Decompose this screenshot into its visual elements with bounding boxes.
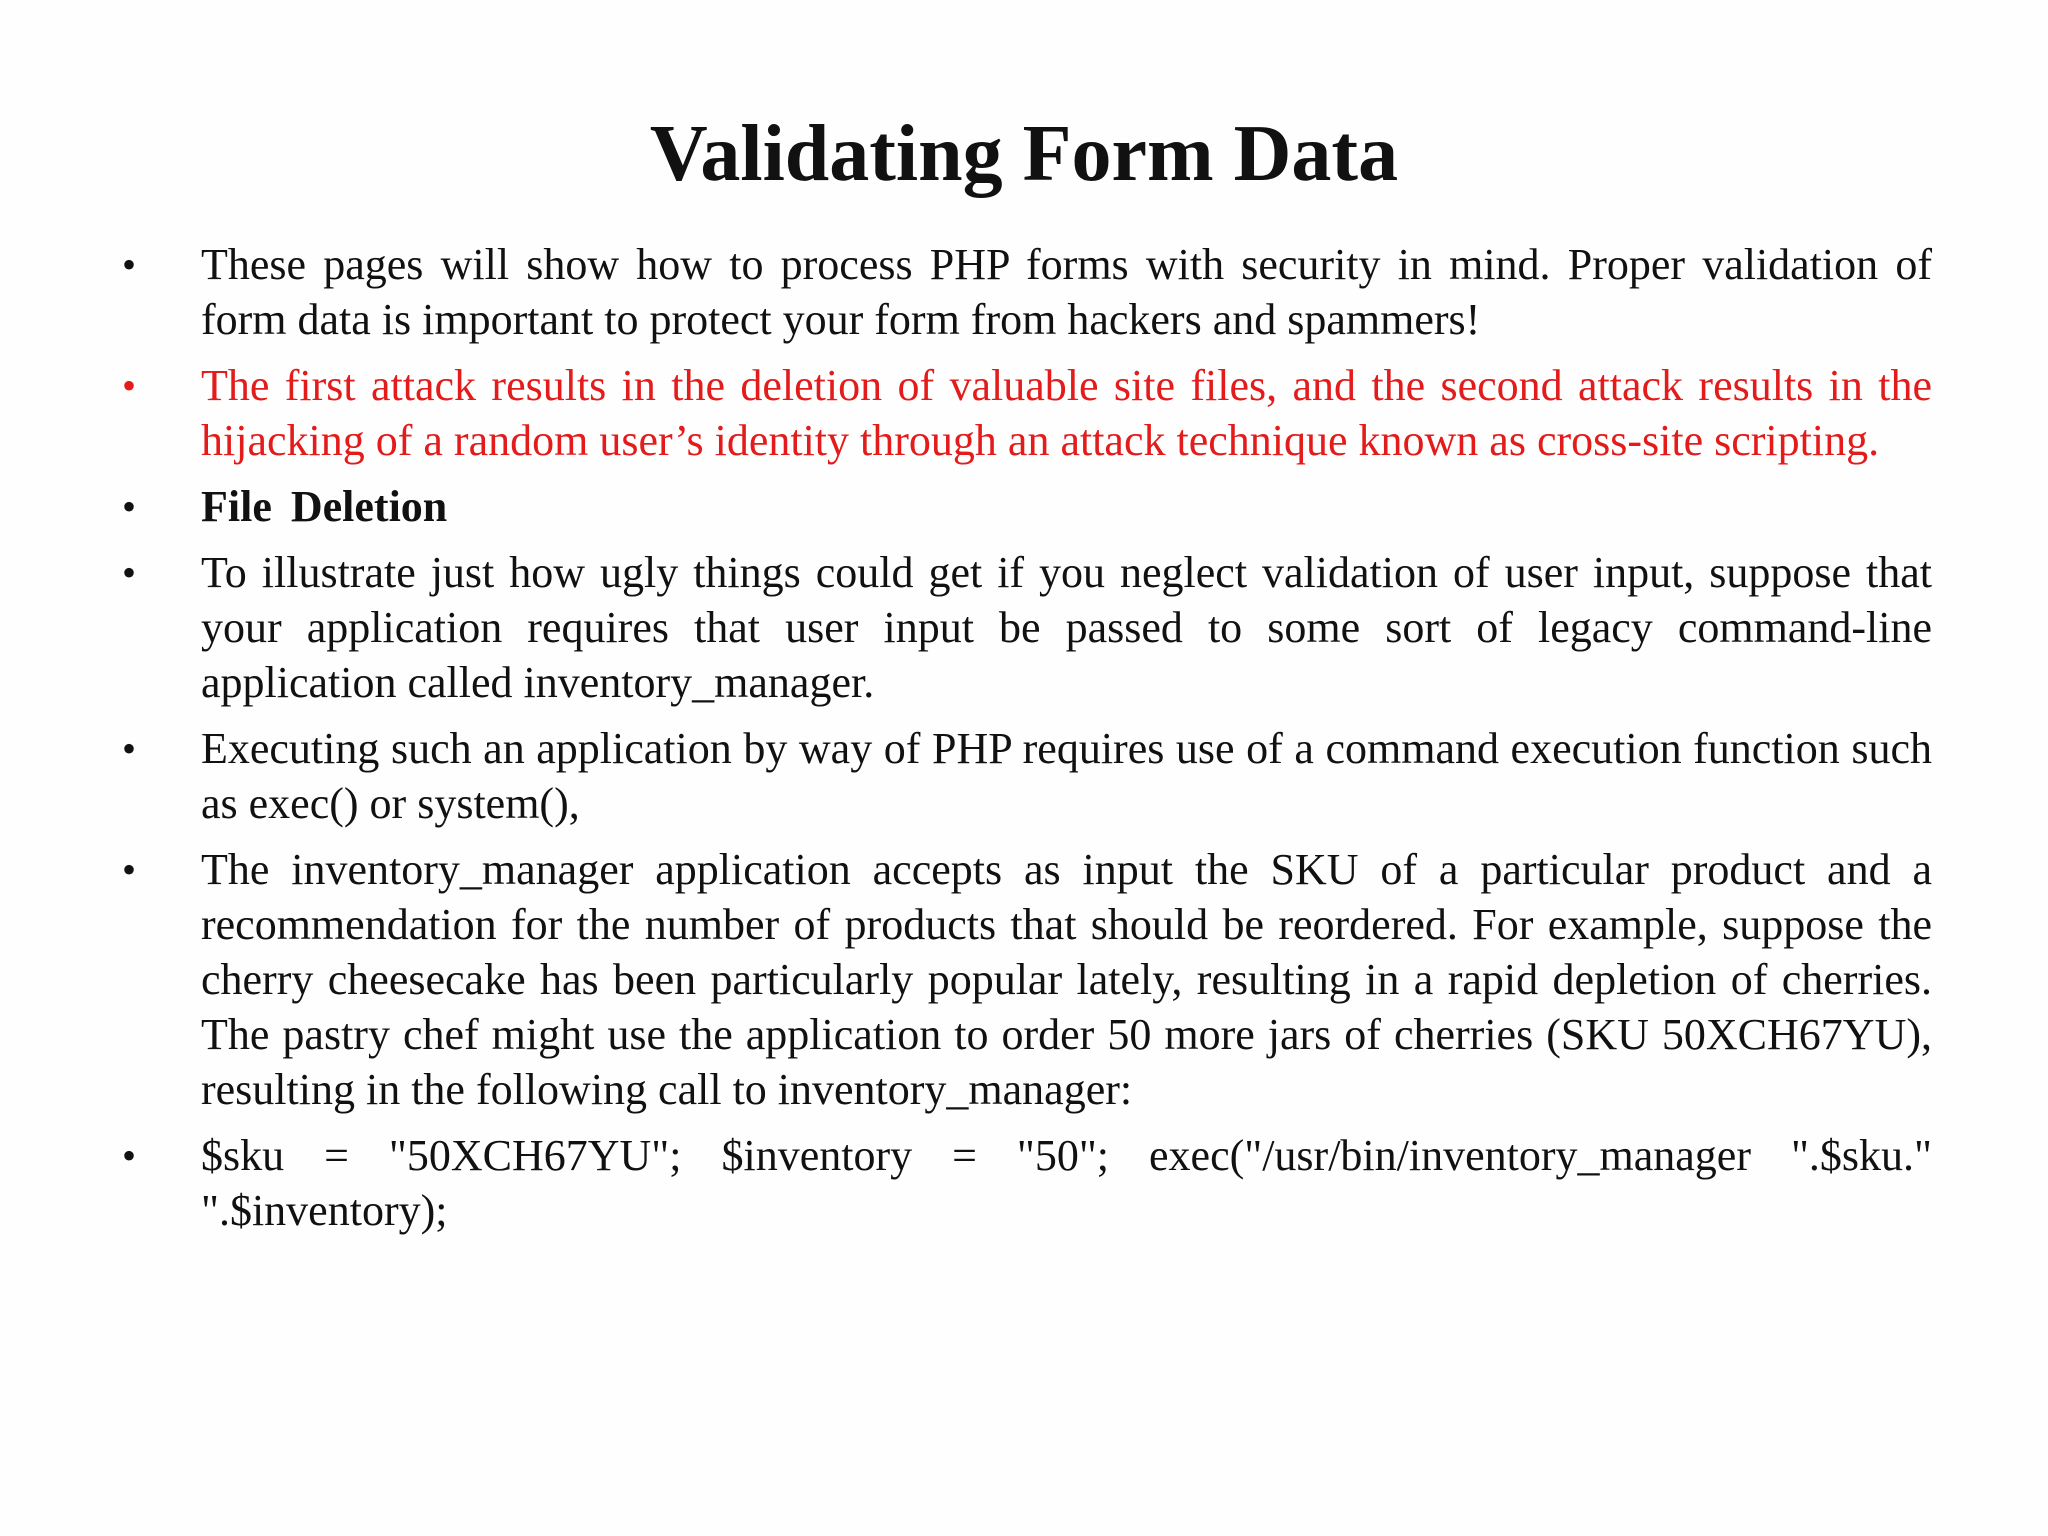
list-item — [112, 1128, 1932, 1238]
bullet-text: Executing such an application by way of PHP requires use of a command execution function such as exec() or system(), — [201, 724, 1932, 828]
bullet-text: To illustrate just how ugly things could get if you neglect validation of user input, suppose that your application requires that user input be passed to some sort of legacy command-line application called inventory_manager. — [201, 548, 1932, 707]
code-snippet: $sku = "50XCH67YU"; $inventory = "50"; exec("/usr/bin/inventory_manager ".$sku." ".$inventory); — [201, 1131, 1932, 1235]
list-item — [112, 358, 1932, 468]
bullet-icon: • — [122, 484, 137, 529]
bullet-text: The first attack results in the deletion of valuable site files, and the second attack results in the hijacking of a random user’s identity through an attack technique known as cross-site scripting. — [201, 361, 1932, 465]
list-item — [112, 721, 1932, 831]
bullet-text: The inventory_manager application accepts as input the SKU of a particular product and a recommendation for the number of products that should be reordered. For example, suppose the cherry cheesecake has been particularly popular lately, resulting in a rapid depletion of cherries. The pastry chef might use the application to order 50 more jars of cherries (SKU 50XCH67YU), resulting in the following call to inventory_manager: — [201, 845, 1932, 1114]
bullet-icon: • — [122, 847, 137, 892]
bullet-icon: • — [122, 550, 137, 595]
list-item — [112, 545, 1932, 710]
section-heading: File Deletion — [201, 482, 448, 531]
bullet-icon: • — [122, 1133, 137, 1178]
bullet-icon: • — [122, 363, 137, 408]
bullet-list — [112, 237, 1932, 1249]
bullet-icon: • — [122, 726, 137, 771]
bullet-text: These pages will show how to process PHP forms with security in mind. Proper validation of form data is important to protect your form from hackers and spammers! — [201, 240, 1932, 344]
slide-title: Validating Form Data — [649, 110, 1399, 198]
bullet-icon: • — [122, 242, 137, 287]
list-item — [112, 842, 1932, 1117]
list-item — [112, 237, 1932, 347]
list-item — [112, 479, 1932, 534]
